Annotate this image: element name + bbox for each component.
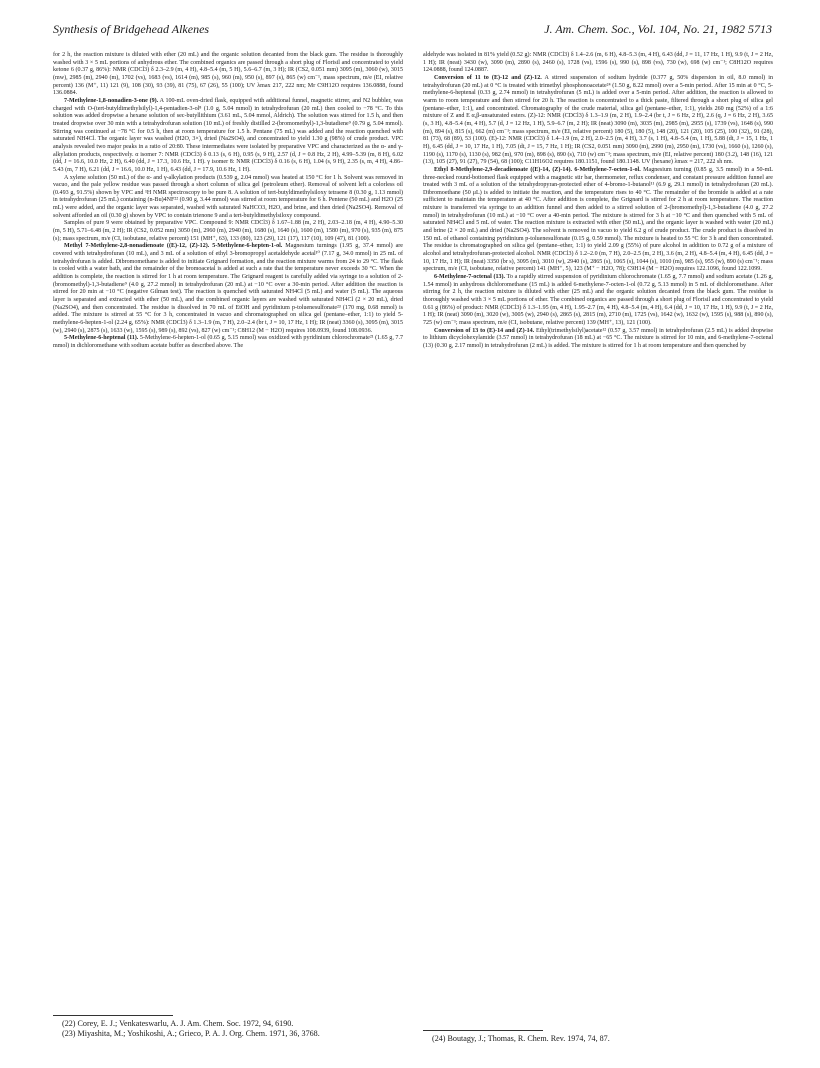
running-head bbox=[53, 22, 772, 38]
footnote: (24) Boutagy, J.; Thomas, R. Chem. Rev. 1974, 74, 87. bbox=[432, 1034, 610, 1043]
paragraph bbox=[53, 220, 403, 243]
paragraph-heading: Methyl 7-Methylene-2,8-nonadienoate ((E)-12, (Z)-12). 5-Methylene-6-hepten-1-ol. bbox=[64, 243, 283, 250]
footnote: (22) Corey, E. J.; Venkateswarlu, A. J. Am. Chem. Soc. 1972, 94, 6190. bbox=[62, 1019, 294, 1028]
paragraph-heading: Conversion of 13 to (E)-14 and (Z)-14. bbox=[434, 327, 535, 334]
paragraph bbox=[53, 335, 403, 350]
paragraph-heading: 6-Methylene-7-octenal (13). bbox=[434, 274, 506, 281]
paragraph bbox=[53, 243, 403, 335]
paragraph-text: Magnesium turning (0.85 g, 3.5 mmol) in a 50-mL three-necked round-bottomed flask equipped with a magnetic stir bar, thermometer, reflux condenser, and constant pressure addition funnel are treated with 3 mL of a solution of the tetrahydropyran-protected ether of 4-bromo-1-butanol¹¹ (6.9 g, 29.1 mmol) in tetrahydrofuran (20 mL). Dibromoethane (50 μL) is added to initiate the reaction, and the temperature rises to 40 °C. The remainder of the bromide is added at a rate sufficient to maintain the temperature at 40 °C. After addition is complete, the Grignard is stirred for 2 h at room temperature. The reaction mixture is transferred via syringe to an addition funnel and then added to a stirred solution of 2-(bromomethyl)-1,3-butadiene (4.0 g, 27.2 mmol) in tetrahydrofuran (10 mL) at −10 °C over a 40-min period. The mixture is stirred for 3 h at −10 °C and then quenched with 5 mL of saturated NH4Cl and 5 mL of water. The reaction mixture is extracted with ether (50 mL), and the organic layer is washed with water (20 mL) and brine (2 × 20 mL) and dried (Na2SO4). The solvent is removed in vacuo to yield 6.2 g of crude product. The crude product is dissolved in 150 mL of ethanol containing pyridinium p-toluenesulfonate (0.15 g, 0.59 mmol). The mixture is heated to 55 °C for 3 h and then concentrated. The residue is chromatographed on silica gel (pentane–ether, 1:1) to yield 2.09 g (55%) of pure alcohol in addition to 0.72 g of a mixture of alcohol and tetrahydrofuran-protected alcohol. NMR (CDCl3) δ 1.2–2.0 (m, 7 H), 2.0–2.5 (m, 2 H), 3.6 (m, 2 H), 4.8–5.4 (m, 4 H), 6.45 (dd, J = 10, 17 Hz, 1 H); IR (neat) 3350 (br s), 3095 (m), 3010 (w), 2940 (s), 2865 (s), 1065 (s), 1044 (s), 1010 (m), 985 (s), 955 (w), 890 (s) cm⁻¹; mass spectrum, m/e (CI, isobutane, relative percent) 141 (MH⁺, 5), 123 (M⁺ − H2O, 78); C9H14 (M − H2O) requires 122.1096, found 122.1099. bbox=[423, 166, 773, 273]
paragraph-text: aldehyde was isolated in 81% yield (0.52 g): NMR (CDCl3) δ 1.4–2.6 (m, 6 H), 4.8–5.3 (m, 4 H), 6.43 (dd, J = 11, 17 Hz, 1 H), 9.9 (t, J = 2 Hz, 1 H); IR (neat) 3430 (w), 3090 (m), 2890 (s), 2460 (s), 1728 (vs), 1596 (s), 990 (s), 898 (vs), 730 (w), 698 (w) cm⁻¹; C8H12O requires 124.0888, found 124.0887. bbox=[423, 52, 773, 74]
paragraph-text: for 2 h, the reaction mixture is diluted with ether (20 mL) and the organic solution decanted from the black gum. The residue is thoroughly washed with 3 × 5 mL portions of anhydrous ether. The combined organics are passed through a short plug of Florisil and concentrated to yield ketone 6 (0.37 g, 86%): NMR (CDCl3) δ 2.3–2.9 (m, 4 H), 4.8–5.4 (m, 5 H), 5.6–6.7 (m, 3 H); IR (CS2, 0.051 mm) 3095 (m), 3060 (w), 3015 (mw), 2985 (m), 2940 (m), 1702 (vs), 1683 (vs), 1614 (m), 985 (s), 960 (m), 950 (s), 897 (s), 865 (w) cm⁻¹, mass spectrum, m/e (EI, relative percent) 136 (M⁺, 11) 121 (9), 108 (30), 93 (39), 81 (75), 67 (26), 55 (100); UV λmax 217, 222 nm; Mr C9H12O requires 136.0888, found 136.0884. bbox=[53, 52, 403, 97]
paragraph bbox=[53, 175, 403, 221]
left-column bbox=[53, 52, 403, 1042]
paragraph-text: A 100-mL oven-dried flask, equipped with additional funnel, magnetic stirrer, and N2 bubbler, was charged with O-(tert-butyldimethylsilyl)-1,4-pentadien-3-ol⁸ (1.0 g, 5.04 mmol) in tetrahydrofuran (20 mL) then cooled to −78 °C. To this solution was added dropwise a hexane solution of sec-butyllithium (3.61 mL, 5.04 mmol, Aldrich). The solution was stirred for 1.5 h, and then treated dropwise over 30 min with a tetrahydrofuran solution (10 mL) of freshly distilled 2-(bromomethyl)-1,3-butadiene⁹ (0.79 g, 5.04 mmol). Stirring was continued at −78 °C for 0.5 h, then at room temperature for 1.5 h. Pentane (75 mL) was added and the reaction quenched with saturated NH4Cl. The organic layer was washed (H2O, 3×), dried (Na2SO4), and concentrated to yield 1.30 g (98%) of crude product. VPC analysis revealed two major peaks in a ratio of 20:80. These intermediates were isolated by preparative VPC and characterized as the α- and γ-alkylation products, respectively. α isomer 7: NMR (CDCl3) δ 0.13 (s, 6 H), 0.95 (s, 9 H), 2.57 (d, J = 0.8 Hz, 2 H), 4.99–5.39 (m, 8 H), 6.02 (dd, J = 16.6, 10.0 Hz, 2 H), 6.40 (dd, J = 17.3, 10.6 Hz, 1 H). γ isomer 8: NMR (CDCl3) δ 0.16 (s, 6 H), 1.04 (s, 9 H), 2.35 (s, m, 4 H), 4.86–5.43 (m, 7 H), 6.21 (dd, J = 16.6, 10.0 Hz, 1 H), 6.43 (dd, J = 17.9, 10.6 Hz, 1 H). bbox=[53, 97, 403, 173]
paragraph-heading: Ethyl 8-Methylene-2,9-decadienoate ((E)-14, (Z)-14). 6-Methylene-7-octen-1-ol. bbox=[434, 166, 641, 173]
paragraph-heading: 5-Methylene-6-heptenal (11). bbox=[64, 335, 139, 342]
paragraph-text: 5-Methylene-6-hepten-1-ol (0.65 g, 5.15 mmol) was oxidized with pyridinium chlorochromate²¹ (1.65 g, 7.7 mmol) in dichloromethane with sodium acetate buffer as described above. The bbox=[53, 335, 403, 349]
running-head-citation: J. Am. Chem. Soc., Vol. 104, No. 21, 1982 5713 bbox=[544, 22, 772, 36]
paragraph-heading: 7-Methylene-1,8-nonadien-3-one (9). bbox=[64, 97, 159, 104]
footnote-rule bbox=[53, 1015, 173, 1016]
paragraph bbox=[53, 98, 403, 175]
running-head-title: Synthesis of Bridgehead Alkenes bbox=[53, 22, 210, 36]
paragraph-text: Samples of pure 9 were obtained by preparative VPC. Compound 9: NMR CDCl3) δ 1.67–1.88 (m, 2 H), 2.03–2.18 (m, 4 H), 4.90–5.30 (m, 5 H), 5.71–6.48 (m, 2 H); IR (CS2, 0.052 mm) 3050 (m), 2960 (m), 2940 (m), 1680 (s), 1640 (s), 1600 (m), 1580 (m), 970 (s), 935 (m), 875 (s); mass spectrum, m/e (CI, isobutane, relative percent) 151 (MH⁺, 63), 133 (80), 123 (29), 121 (17), 117 (10), 109 (47), 81 (100). bbox=[53, 220, 403, 242]
paragraph bbox=[423, 52, 773, 75]
left-footnotes bbox=[53, 1015, 403, 1039]
paragraph bbox=[423, 167, 773, 274]
footnote: (23) Miyashita, M.; Yoshikoshi, A.; Grieco, P. A. J. Org. Chem. 1971, 36, 3768. bbox=[62, 1029, 320, 1038]
footnote-rule bbox=[423, 1030, 543, 1031]
paragraph-heading: Conversion of 11 to (E)-12 and (Z)-12. bbox=[434, 74, 542, 81]
right-footnotes bbox=[423, 1030, 773, 1044]
paragraph-text: Magnesium turnings (1.95 g, 37.4 mmol) are covered with tetrahydrofuran (10 mL), and 3 mL of a solution of ethyl 3-bromopropyl acetaldehyde acetal¹⁰ (7.17 g, 34.0 mmol) in 25 mL of tetrahydrofuran is added. Dibromomethane is added to initiate Grignard formation, and the reaction mixture warms from 24 to 29 °C. The flask is cooled with a water bath, and the remainder of the bromoacetal is added at such a rate that the temperature never exceeds 30 °C. When the addition is complete, the reaction is stirred for 1 h at room temperature. The Grignard reagent is carefully added via syringe to a solution of 2-(bromomethyl)-1,3-butadiene⁹ (4.0 g, 27.2 mmol) in tetrahydrofuran (20 mL) at −10 °C over a 30-min period. After addition the reaction is stirred for 20 min at −10 °C (negative Gilman test). The reaction is quenched with saturated NH4Cl (5 mL) and water (5 mL). The aqueous layer is separated and extracted with ether (50 mL), and the combined organic layers are washed with saturated NH4Cl (2 × 20 mL), dried (Na2SO4), and then concentrated. The residue is dissolved in 70 mL of EtOH and pyridinium p-toluenesulfonate²³ (170 mg, 0.68 mmol) is added. The mixture is stirred at 55 °C for 3 h, concentrated in vacuo and chromatographed on silica gel (pentane–ether, 1:1) to yield 5-methylene-6-hepten-1-ol (2.24 g, 65%): NMR (CDCl3) δ 1.3–1.9 (m, 7 H), 2.0–2.4 (br t, J = 10, 17 Hz, 1 H); IR (neat) 3360 (s), 3095 (m), 3015 (w), 2940 (s), 2875 (s), 1633 (w), 1595 (s), 989 (s), 892 (vs), 827 (w) cm⁻¹; C8H12 (M − H2O) requires 108.0939, found 108.0936. bbox=[53, 243, 403, 334]
paragraph bbox=[423, 274, 773, 328]
paragraph-text: A xylene solution (50 mL) of the α- and γ-alkylation products (0.539 g, 2.04 mmol) was heated at 150 °C for 1 h. Solvent was removed in vacuo, and the pale yellow residue was passed through a short column of silica gel (petroleum ether). Removal of solvent left a colorless oil (0.493 g, 91.5%) shown by VPC and ¹H NMR spectroscopy to be pure 8. A solution of tert-butyldimethylsiloxy tetraene 8 (0.30 g, 1.13 mmol) in tetrahydrofuran (25 mL) containing (n-Bu)4NF²² (0.90 g, 3.44 mmol) was stirred at room temperature for 6 h. Pentene (50 mL) and H2O (25 mL) were added, and the organic layer was separated, washed with saturated NaHCO3, H2O, and brine, and then dried (Na2SO4). Removal of solvent afforded an oil (0.30 g) shown by VPC to contain trienone 9 and a tert-butyldimethylsiloxy compound. bbox=[53, 174, 403, 219]
paragraph bbox=[423, 328, 773, 351]
paragraph-text: To a rapidly stirred suspension of pyridinium chlorochromate (1.65 g, 7.7 mmol) and sodium acetate (1.26 g, 1.54 mmol) in anhydrous dichloromethane (15 mL) is added 6-methylene-7-octen-1-ol (0.72 g, 5.13 mmol) in 5 mL of dichloromethane. After stirring for 2 h, the reaction mixture is diluted with ether (25 mL) and the organic solution decanted from the black gum. The residue is thoroughly washed with 3 × 5 mL portions of ether. The combined organics are passed through a short plug of Florisil and concentrated to yield 0.61 g (86%) of product: NMR (CDCl3) δ 1.3–1.95 (m, 4 H), 1.95–2.7 (m, 4 H), 4.8–5.4 (m, 4 H), 6.4 (dd, J = 10, 17 Hz, 1 H), 9.9 (t, J = 2 Hz, 1 H); IR (neat) 3090 (m), 3020 (w), 3005 (w), 2940 (s), 2865 (s), 2815 (m), 2710 (m), 1725 (vs), 1642 (w), 1632 (w), 1595 (s), 988 (s), 890 (s), 725 (w) cm⁻¹; mass spectrum, m/e (CI, isobutane, relative percent) 139 (MH⁺, 13), 121 (100). bbox=[423, 274, 773, 326]
right-column bbox=[423, 52, 773, 1062]
paragraph bbox=[53, 52, 403, 98]
paragraph-text: A stirred suspension of sodium hydride (0.377 g, 50% dispersion in oil, 8.0 mmol) in tetrahydrofuran (20 mL) at 0 °C is treated with trimethyl phosphonoacetate²⁴ (1.50 g, 8.22 mmol) over a 5-min period. After 15 min at 0 °C, 5-methylene-6-heptenal (0.33 g, 2.74 mmol) in tetrahydrofuran (5 mL) is added over a 5-min period. After addition, the reaction is allowed to warm to room temperature and then stirred for 20 h. The reaction is concentrated to a thick paste, filtered through a short plug of silica gel (pentane–ether, 1:1), and concentrated. Chromatography of the crude material, silica gel (pentane–ether, 1:1), yields 260 mg (52%) of a 1:6 mixture of Z and E α,β-unsaturated esters. (Z)-12: NMR (CDCl3) δ 1.3–1.9 (m, 2 H), 1.9–2.4 (br t, J = 6 Hz, 2 H), 2.6 (q, J = 6 Hz, 2 H), 3.65 (s, 3 H), 4.8–5.4 (m, 4 H), 5.7 (d, J = 12 Hz, 1 H), 5.9–6.7 (m, 2 H); IR (neat) 3090 (m), 3035 (m), 2985 (m), 2955 (s), 1739 (vs), 1648 (s), 990 (m), 894 (s), 815 (s), 662 (m) cm⁻¹; mass spectrum, m/e (EI, relative percent) 180 (5), 180 (5), 148 (20), 121 (20), 105 (25), 100 (32),, 91 (28), 81 (73), 68 (89), 53 (100). (E)-12: NMR (CDCl3) δ 1.4–1.9 (m, 2 H), 2.0–2.5 (m, 4 H), 3.7 (s, 1 H), 4.8–5.4 (m, 1 H), 5.88 (dt, J = 15, 1 Hz, 1 H), 6.45 (dd, J = 10, 17 Hz, 1 H), 7.05 (dt, J = 15, 7 Hz, 1 H); IR (CS2, 0.051 mm) 3090 (m), 2990 (m), 2950 (m), 1730 (vs), 1660 (s), 1260 (s), 1190 (s), 1170 (s), 1130 (s), 982 (m), 970 (m), 898 (s), 890 (s), 710 (w) cm⁻¹; mass spectrum, m/e (EI, relative percent) 180 (3.2), 148 (16), 121 (13), 105 (27), 91 (27), 79 (54), 68 (100); C11H16O2 requires 180.1151, found 180.1148. UV (hexane) λmax = 217, 222 sh nm. bbox=[423, 74, 773, 166]
paragraph bbox=[423, 75, 773, 167]
paragraph-text: Ethyl(trimethylsilyl)acetate¹² (0.57 g, 3.57 mmol) in tetrahydrofuran (2.5 mL) is added dropwise to lithium dicyclohexylamide (3.57 mmol) in tetrahydrofuran (18 mL) at −65 °C. The mixture is stirred for 10 min, and 6-methylene-7-octenal (13) (0.30 g, 2.17 mmol) in tetrahydrofuran (2 mL) is added. The mixture is stirred for 1 h at room temperature and then quenched by bbox=[423, 327, 774, 349]
